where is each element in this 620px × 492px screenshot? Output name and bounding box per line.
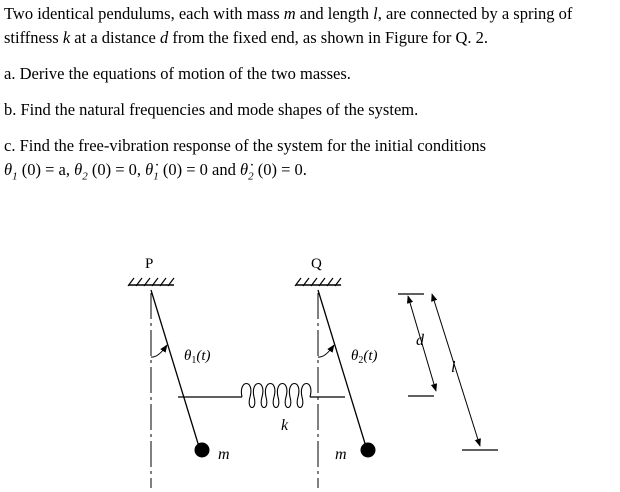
spring-coil [241, 384, 311, 408]
part-b: b. Find the natural frequencies and mode shapes of the system. [4, 100, 419, 119]
subscript: 1 [12, 170, 18, 183]
mass-right-label: m [335, 446, 347, 463]
mass-symbol: m [283, 4, 296, 23]
support-left-label: P [145, 256, 154, 272]
intro-text: Two identical pendulums, each with mass [4, 4, 284, 23]
theta1-label: $\theta_1(t)$ [184, 348, 211, 366]
intro-text: from the fixed end, as shown in Figure for Q. 2. [168, 28, 489, 47]
theta-symbol: θ [4, 160, 13, 179]
dim-d-label: d [416, 332, 424, 349]
pendulum-rod-right [318, 290, 367, 450]
theta-dot-symbol: θ̇ [240, 160, 249, 179]
intro-text: at a distance [70, 28, 160, 47]
subscript: 2 [248, 170, 254, 183]
mass-left [195, 443, 210, 458]
dim-l-label: l [451, 359, 456, 376]
distance-symbol: d [159, 28, 169, 47]
part-c-text: c. Find the free-vibration response of the system for the initial conditions [4, 136, 487, 155]
stiffness-symbol: k [62, 28, 71, 47]
theta2-label: $\theta_2(t)$ [351, 348, 378, 366]
support-right-label: Q [311, 256, 322, 272]
intro-text: and length [295, 4, 374, 23]
support-left [128, 278, 174, 286]
condition-text: (0) = 0. [253, 160, 307, 179]
theta-dot-symbol: θ̇ [145, 160, 154, 179]
length-symbol: l [373, 4, 378, 23]
dim-l-arrow [432, 294, 480, 446]
pendulum-rod-left [151, 290, 200, 450]
mass-left-label: m [218, 446, 230, 463]
theta-symbol: θ [74, 160, 83, 179]
condition-text: (0) = 0, [87, 160, 146, 179]
mass-right [361, 443, 376, 458]
spring-label: k [281, 417, 289, 434]
subscript: 1 [153, 170, 159, 183]
subscript: 2 [82, 170, 88, 183]
part-a: a. Derive the equations of motion of the two masses. [4, 64, 351, 83]
angle-arc-left [151, 345, 167, 357]
angle-arc-right [318, 345, 334, 357]
support-right [295, 278, 341, 286]
condition-text: (0) = 0 and [158, 160, 240, 179]
condition-text: (0) = a, [17, 160, 75, 179]
intro-text: , are connected by a spring of stiffness [4, 4, 573, 47]
